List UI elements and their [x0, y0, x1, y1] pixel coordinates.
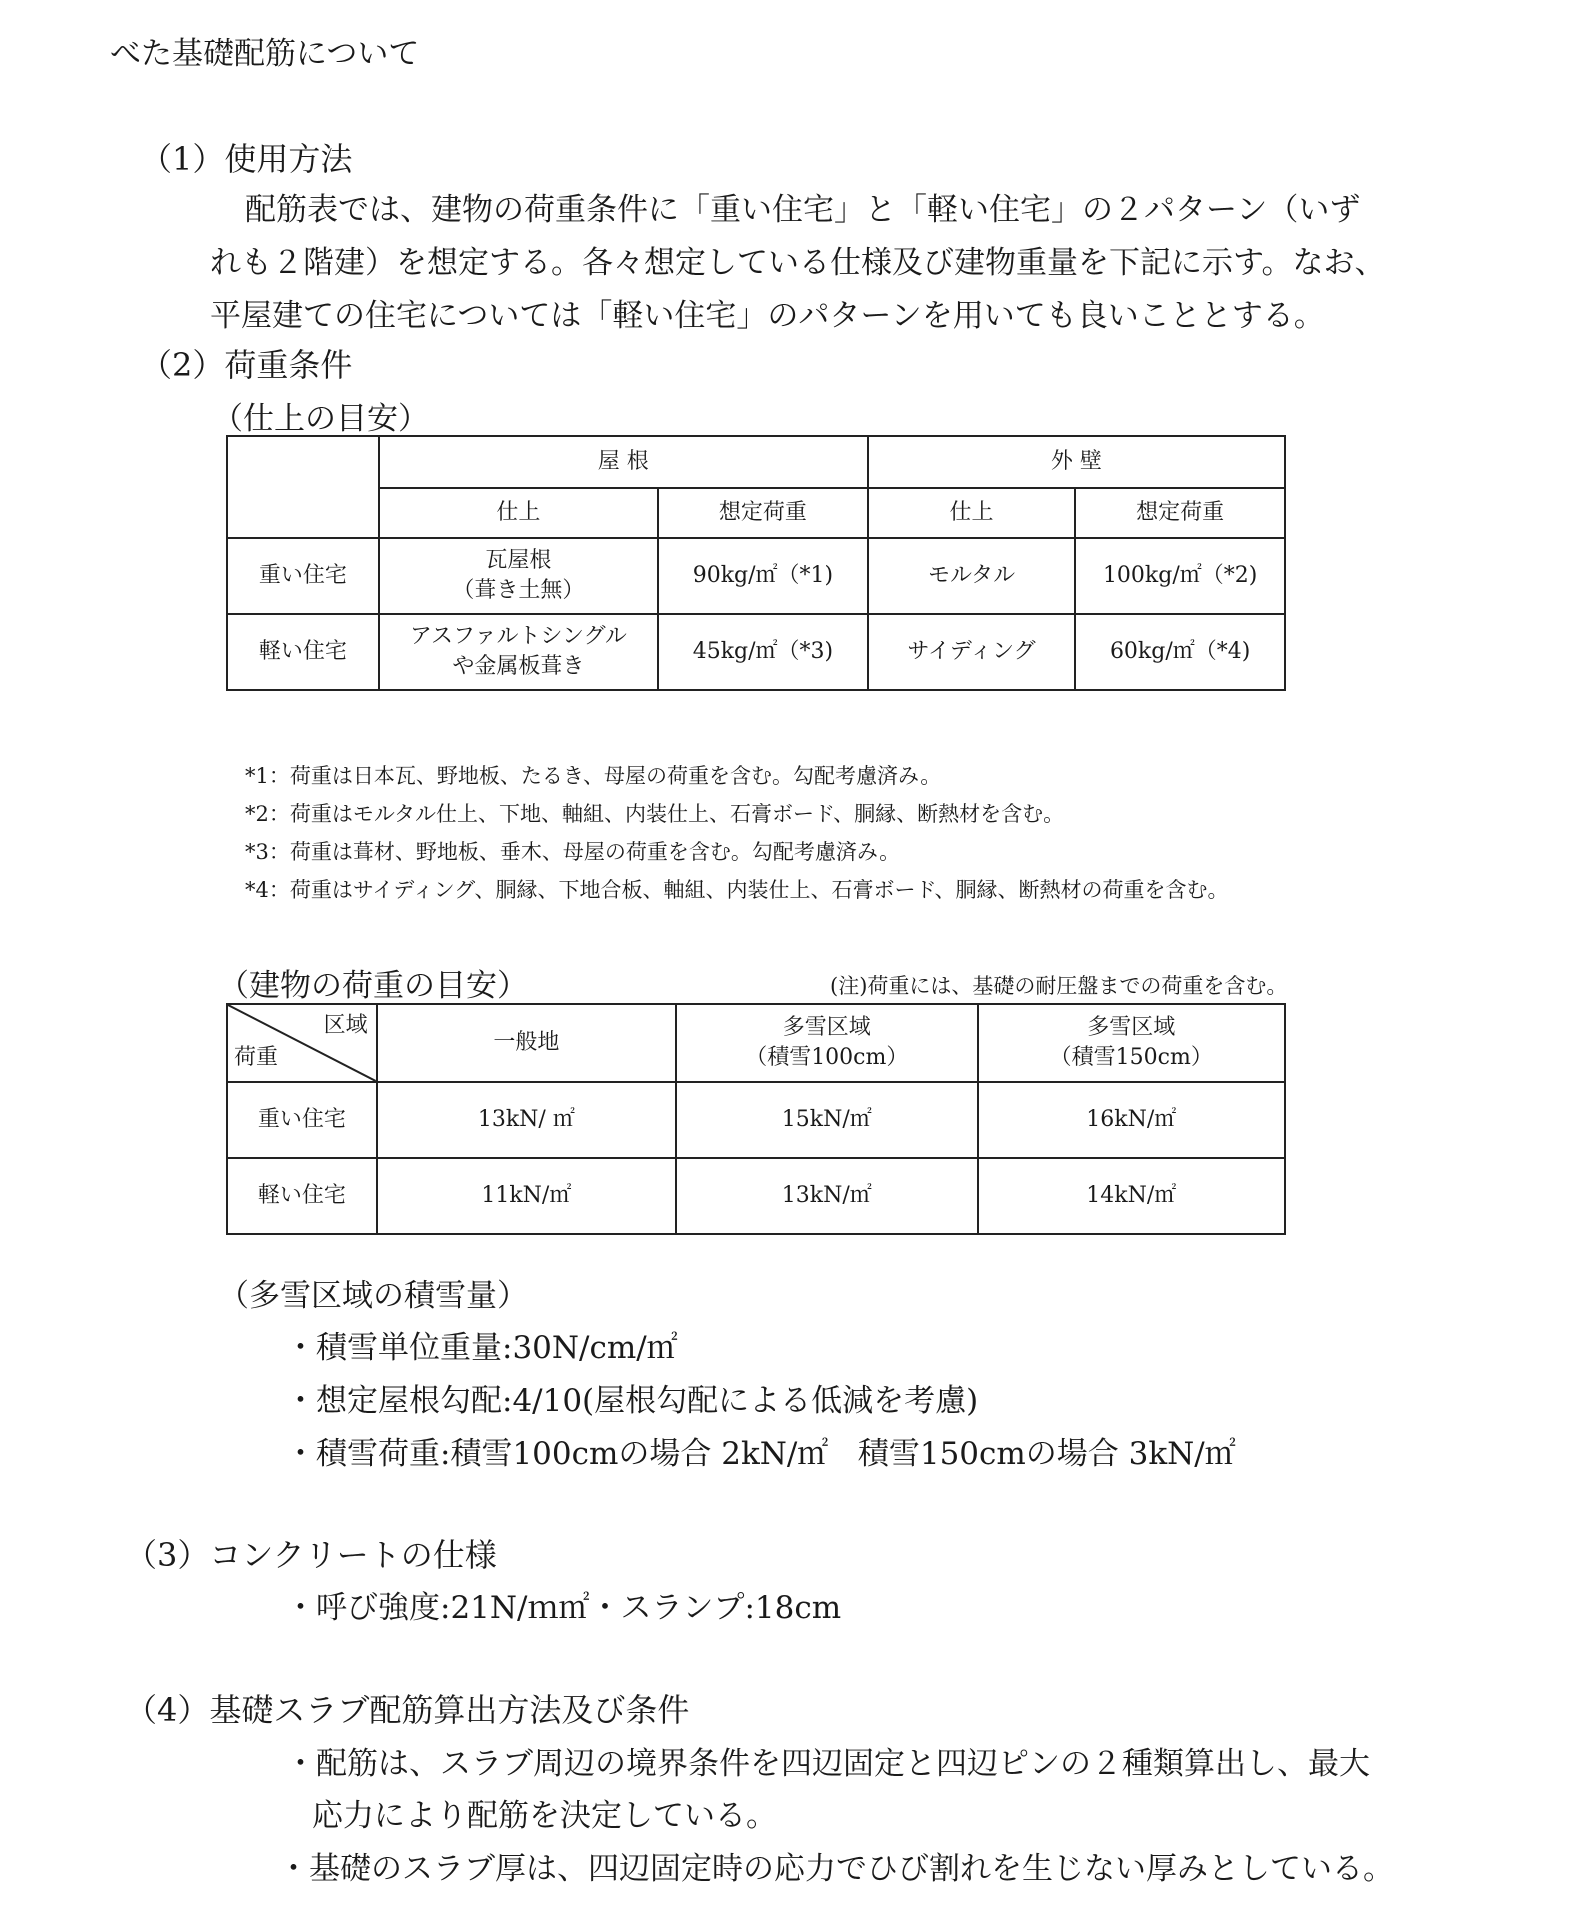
section-2-heading: （2）荷重条件	[140, 346, 353, 384]
corner-load-label: 荷重	[234, 1045, 279, 1071]
page-title: べた基礎配筋について	[110, 36, 420, 72]
section-4-heading: （4）基礎スラブ配筋算出方法及び条件	[125, 1691, 690, 1729]
value-snow-150: 16kN/㎡	[978, 1082, 1285, 1158]
finish-table-corner	[227, 436, 379, 538]
building-table-corner	[227, 1004, 377, 1082]
note-1: *1：荷重は日本瓦、野地板、たるき、母屋の荷重を含む。勾配考慮済み。	[245, 764, 942, 788]
value-snow-100: 15kN/㎡	[676, 1082, 977, 1158]
wall-finish-cell: サイディング	[868, 614, 1076, 690]
roof-header: 屋 根	[379, 436, 868, 488]
col-general: 一般地	[377, 1004, 676, 1082]
roof-load-cell: 90kg/㎡（*1)	[658, 538, 868, 614]
col-snow-150-line-2: （積雪150cm）	[1049, 1045, 1213, 1070]
wall-finish-subheader: 仕上	[868, 488, 1076, 538]
snow-item-3: ・積雪荷重:積雪100cmの場合 2kN/㎡ 積雪150cmの場合 3kN/㎡	[285, 1436, 1236, 1472]
row-label: 重い住宅	[227, 538, 379, 614]
roof-finish-line-1: 瓦屋根	[485, 548, 552, 574]
wall-load-cell: 60kg/㎡（*4)	[1075, 614, 1285, 690]
wall-load-cell: 100kg/㎡（*2)	[1075, 538, 1285, 614]
table-row	[227, 614, 1285, 690]
row-label: 重い住宅	[227, 1082, 377, 1158]
value-general: 11kN/㎡	[377, 1158, 676, 1234]
table-row	[227, 1158, 1285, 1234]
roof-finish-subheader: 仕上	[379, 488, 658, 538]
value-general: 13kN/ ㎡	[377, 1082, 676, 1158]
roof-finish-cell	[379, 614, 658, 690]
col-snow-150-line-1: 多雪区域	[1087, 1015, 1176, 1041]
building-caption: （建物の荷重の目安）	[218, 968, 528, 1004]
row-label: 軽い住宅	[227, 1158, 377, 1234]
value-snow-100: 13kN/㎡	[676, 1158, 977, 1234]
section-1-line-3: 平屋建ての住宅については「軽い住宅」のパターンを用いても良いこととする。	[210, 298, 1325, 334]
building-table	[226, 1003, 1286, 1235]
corner-region-label: 区域	[323, 1013, 368, 1038]
section-1-heading: （1）使用方法	[140, 140, 353, 178]
section-1-line-1: 配筋表では、建物の荷重条件に「重い住宅」と「軽い住宅」の２パターン（いず	[245, 192, 1361, 228]
finish-caption: （仕上の目安）	[212, 401, 429, 437]
note-4: *4：荷重はサイディング、胴縁、下地合板、軸組、内装仕上、石膏ボード、胴縁、断熱材の荷重を含む。	[245, 878, 1229, 902]
col-snow-150	[978, 1004, 1285, 1082]
roof-finish-line-1: アスファルトシングル	[409, 624, 627, 650]
building-note: (注)荷重には、基礎の耐圧盤までの荷重を含む。	[830, 974, 1288, 998]
table-row	[227, 1082, 1285, 1158]
wall-load-subheader: 想定荷重	[1075, 488, 1285, 538]
snow-item-2: ・想定屋根勾配:4/10(屋根勾配による低減を考慮)	[285, 1383, 979, 1419]
slab-item-1-cont: 応力により配筋を決定している。	[312, 1798, 777, 1834]
section-1-line-2: れも２階建）を想定する。各々想定している仕様及び建物重量を下記に示す。なお、	[210, 245, 1386, 281]
roof-load-subheader: 想定荷重	[658, 488, 868, 538]
wall-header: 外 壁	[868, 436, 1285, 488]
finish-table	[226, 435, 1286, 691]
col-snow-100-line-1: 多雪区域	[782, 1015, 871, 1041]
roof-load-cell: 45kg/㎡（*3)	[658, 614, 868, 690]
section-3-heading: （3）コンクリートの仕様	[125, 1536, 497, 1574]
snow-item-1: ・積雪単位重量:30N/cm/㎡	[285, 1330, 678, 1366]
row-label: 軽い住宅	[227, 614, 379, 690]
wall-finish-cell: モルタル	[868, 538, 1076, 614]
roof-finish-cell	[379, 538, 658, 614]
roof-finish-line-2: （葺き土無）	[452, 578, 585, 603]
note-3: *3：荷重は葺材、野地板、垂木、母屋の荷重を含む。勾配考慮済み。	[245, 840, 901, 864]
snow-caption: （多雪区域の積雪量）	[218, 1278, 528, 1314]
col-snow-100-line-2: （積雪100cm）	[745, 1045, 909, 1070]
slab-item-2: ・基礎のスラブ厚は、四辺固定時の応力でひび割れを生じない厚みとしている。	[278, 1851, 1394, 1887]
value-snow-150: 14kN/㎡	[978, 1158, 1285, 1234]
roof-finish-line-2: や金属板葺き	[452, 654, 585, 679]
concrete-item-1: ・呼び強度:21N/ｍ㎡・スランプ:18cm	[285, 1590, 842, 1626]
note-2: *2：荷重はモルタル仕上、下地、軸組、内装仕上、石膏ボード、胴縁、断熱材を含む。	[245, 802, 1065, 826]
col-snow-100	[676, 1004, 977, 1082]
table-row	[227, 538, 1285, 614]
slab-item-1: ・配筋は、スラブ周辺の境界条件を四辺固定と四辺ピンの２種類算出し、最大	[285, 1746, 1370, 1782]
